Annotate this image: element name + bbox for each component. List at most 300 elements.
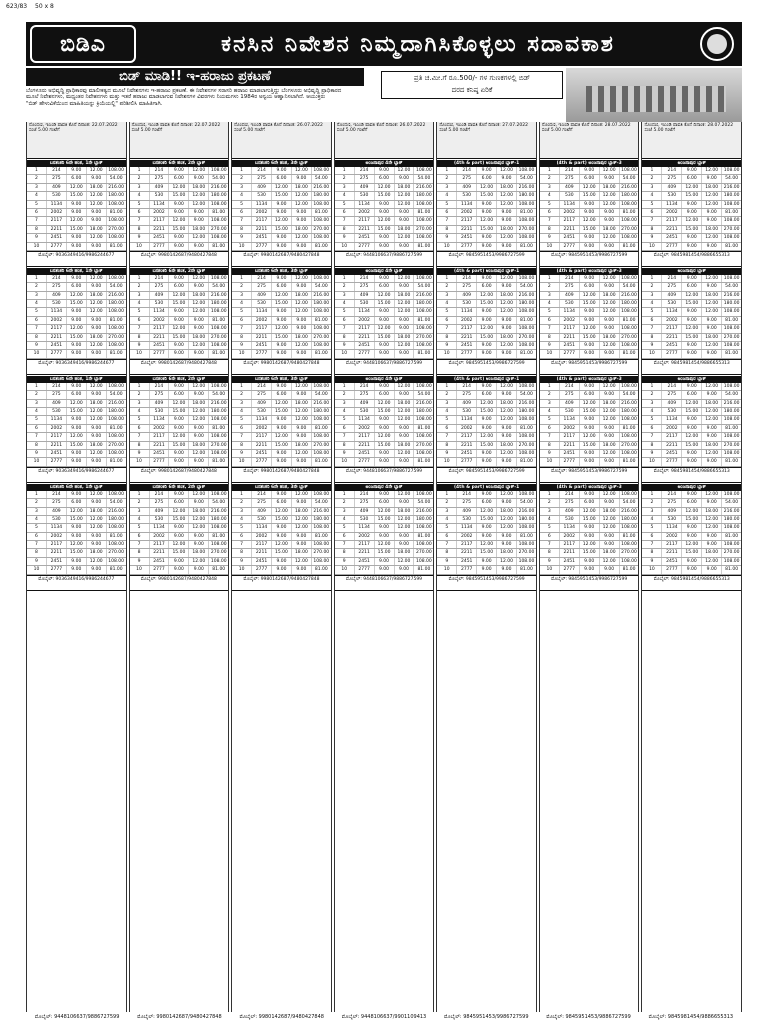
table-cell: 6	[27, 209, 47, 216]
table-cell: 12.00	[375, 325, 395, 332]
table-cell: 9.00	[682, 491, 702, 498]
table-cell: 10	[437, 458, 457, 465]
table-cell: 1134	[560, 201, 580, 208]
table-cell: 530	[457, 192, 477, 199]
table-cell: 2117	[457, 217, 477, 224]
table-cell: 10	[437, 566, 457, 573]
table-row	[27, 300, 126, 308]
table-cell: 12.00	[395, 192, 415, 199]
table-cell: 54.00	[417, 284, 431, 290]
contact-footer: ಮೊಬೈಲ್: 9845981454/9886655313	[642, 251, 741, 267]
table-cell: 8	[335, 442, 355, 449]
table-cell: 12.00	[292, 524, 312, 531]
table-cell: 9.00	[395, 175, 415, 182]
table-cell: 2777	[560, 350, 580, 357]
table-cell: 2	[540, 499, 560, 506]
table-row	[335, 566, 434, 574]
table-cell: 3	[335, 508, 355, 515]
table-cell: 2002	[355, 317, 375, 324]
table-cell: 9.00	[497, 433, 517, 440]
table-cell: 2777	[560, 243, 580, 250]
table-row	[232, 283, 331, 291]
table-cell: 12.00	[87, 383, 107, 390]
intro-line: ಬೆಂಗಳೂರು ಅಭಿವೃದ್ಧಿ ಪ್ರಾಧಿಕಾರವು ಮಾಲೀಕತ್ವದ ಮೂಲೆ ನಿವೇಶನಗಳು ಇ-ಹರಾಜು ಪ್ರಕಟಣೆ. ಈ ನಿವೇಶನಗಳ ಸರಾಸರಿ ಹರಾಜು ಮಾಡಲಾಗುತ್ತಿದ್ದು ಬೆಂಗಳೂರು ಅಭಿವೃದ್ಧಿ ಪ್ರಾಧಿಕಾರದ	[26, 88, 342, 94]
table-cell: 54.00	[520, 392, 533, 398]
table-cell: 9.00	[375, 383, 395, 390]
table-row	[232, 334, 331, 342]
table-cell: 180.00	[210, 193, 227, 199]
table-cell: 9.00	[67, 275, 87, 282]
table-cell: 15.00	[682, 549, 702, 556]
table-cell: 275	[662, 175, 682, 182]
table-row	[642, 566, 741, 574]
table-cell: 4	[130, 408, 150, 415]
table-row	[540, 350, 639, 358]
table-cell: 108.00	[723, 235, 740, 241]
table-cell: 9.00	[600, 283, 620, 290]
table-cell: 9.00	[292, 317, 312, 324]
table-row	[27, 175, 126, 183]
table-cell: 5	[437, 524, 457, 531]
table-cell: 12.00	[292, 408, 312, 415]
section-title: ಬನಶಂಕರಿ 6ನೇ ಹಂತ, 2ನೇ ಬ್ಲಾಕ್	[130, 484, 229, 491]
table-cell: 9.00	[169, 491, 189, 498]
table-row	[335, 458, 434, 466]
table-cell: 9.00	[189, 175, 209, 182]
table-cell: 530	[355, 300, 375, 307]
table-cell: 2211	[47, 334, 67, 341]
table-cell: 3	[642, 400, 662, 407]
table-cell: 108.00	[108, 434, 125, 440]
table-cell: 2	[540, 283, 560, 290]
table-cell: 9.00	[292, 425, 312, 432]
table-cell: 6	[642, 533, 662, 540]
table-row	[437, 433, 536, 441]
table-cell: 2117	[252, 541, 272, 548]
table-cell: 9.00	[395, 209, 415, 216]
table-cell: 180.00	[210, 516, 227, 522]
table-cell: 9.00	[169, 275, 189, 282]
table-cell: 2211	[662, 226, 682, 233]
table-cell: 81.00	[622, 209, 636, 215]
table-cell: 409	[150, 508, 170, 515]
table-cell: 409	[252, 400, 272, 407]
table-cell: 214	[47, 167, 67, 174]
table-cell: 108.00	[210, 168, 227, 173]
table-cell: 12.00	[497, 450, 517, 457]
table-cell: 2211	[47, 442, 67, 449]
table-cell: 2451	[47, 234, 67, 241]
table-cell: 12.00	[67, 292, 87, 299]
table-cell: 108.00	[210, 201, 227, 207]
table-cell: 108.00	[108, 417, 125, 423]
table-cell: 10	[232, 350, 252, 357]
table-cell: 12.00	[189, 450, 209, 457]
table-cell: 12.00	[87, 516, 107, 523]
table-cell: 9.00	[272, 275, 292, 282]
table-cell: 180.00	[313, 408, 330, 414]
table-row	[437, 342, 536, 350]
table-cell: 2117	[662, 217, 682, 224]
table-cell: 12.00	[497, 308, 517, 315]
table-cell: 9.00	[580, 383, 600, 390]
table-cell: 9.00	[682, 533, 702, 540]
table-cell: 12.00	[67, 184, 87, 191]
table-cell: 2451	[457, 234, 477, 241]
table-cell: 108.00	[416, 218, 432, 224]
table-row	[437, 217, 536, 225]
table-cell: 214	[252, 167, 272, 174]
table-cell: 15.00	[477, 226, 497, 233]
table-cell: 1	[130, 491, 150, 498]
table-cell: 15.00	[682, 226, 702, 233]
table-row	[437, 308, 536, 316]
table-cell: 9.00	[375, 416, 395, 423]
table-cell: 108.00	[621, 450, 637, 456]
table-cell: 275	[457, 175, 477, 182]
table-row	[642, 425, 741, 433]
table-cell: 1	[642, 167, 662, 174]
table-cell: 12.00	[375, 541, 395, 548]
table-cell: 81.00	[109, 425, 123, 431]
table-row	[27, 226, 126, 234]
table-cell: 54.00	[520, 284, 533, 290]
table-cell: 81.00	[314, 243, 328, 249]
table-cell: 9.00	[67, 533, 87, 540]
table-cell: 275	[150, 499, 170, 506]
print-info	[0, 0, 768, 14]
table-cell: 12.00	[477, 184, 497, 191]
table-cell: 81.00	[622, 243, 636, 249]
table-cell: 15.00	[682, 408, 702, 415]
table-cell: 2211	[457, 442, 477, 449]
table-cell: 2002	[560, 425, 580, 432]
table-row	[642, 325, 741, 333]
table-cell: 8	[130, 226, 150, 233]
section-title: ಬನಶಂಕರಿ 6ನೇ ಹಂತ, 1ನೇ ಬ್ಲಾಕ್	[27, 376, 126, 383]
table-cell: 9	[437, 342, 457, 349]
table-cell: 12.00	[497, 192, 517, 199]
table-row	[642, 167, 741, 175]
table-cell: 12.00	[395, 300, 415, 307]
table-cell: 9.00	[497, 283, 517, 290]
table-cell: 108.00	[108, 450, 125, 456]
table-cell: 9.00	[682, 350, 702, 357]
table-cell: 409	[252, 508, 272, 515]
table-cell: 2002	[252, 425, 272, 432]
table-cell: 9.00	[702, 317, 722, 324]
table-cell: 7	[232, 433, 252, 440]
contact-footer: ಮೊಬೈಲ್: 9980142687/9480427848	[232, 575, 331, 591]
table-cell: 12.00	[682, 508, 702, 515]
table-cell: 9.00	[580, 350, 600, 357]
table-cell: 12.00	[702, 234, 722, 241]
table-cell: 7	[27, 433, 47, 440]
table-cell: 216.00	[723, 292, 740, 298]
table-cell: 81.00	[417, 209, 431, 215]
section-title: (4th & part) ಅಂಜನಾಪುರ ಬ್ಲಾಕ್-3	[540, 484, 639, 491]
table-cell: 270.00	[621, 442, 637, 448]
table-row	[540, 433, 639, 441]
table-row	[642, 201, 741, 209]
table-cell: 4	[27, 192, 47, 199]
table-cell: 108.00	[313, 168, 330, 173]
table-row	[437, 400, 536, 408]
table-cell: 9.00	[169, 383, 189, 390]
table-cell: 12.00	[395, 416, 415, 423]
table-cell: 2002	[47, 209, 67, 216]
table-cell: 12.00	[497, 383, 517, 390]
table-cell: 9.00	[497, 350, 517, 357]
table-cell: 15.00	[682, 300, 702, 307]
table-cell: 9.00	[67, 243, 87, 250]
table-cell: 54.00	[520, 500, 533, 506]
table-cell: 10	[437, 243, 457, 250]
table-cell: 12.00	[702, 342, 722, 349]
table-cell: 10	[27, 566, 47, 573]
table-cell: 2117	[150, 325, 170, 332]
table-cell: 9.00	[395, 499, 415, 506]
table-cell: 2777	[150, 458, 170, 465]
table-cell: 18.00	[87, 508, 107, 515]
table-cell: 409	[252, 184, 272, 191]
table-cell: 9.00	[702, 499, 722, 506]
section-title: ಬನಶಂಕರಿ 6ನೇ ಹಂತ, 2ನೇ ಬ್ಲಾಕ್	[130, 268, 229, 275]
table-cell: 18.00	[87, 549, 107, 556]
table-cell: 180.00	[210, 301, 227, 307]
table-cell: 180.00	[108, 408, 125, 414]
table-cell: 2117	[47, 433, 67, 440]
contact-footer: ಮೊಬೈಲ್: 9845951453/9986727599	[540, 251, 639, 267]
table-cell: 7	[232, 541, 252, 548]
table-row	[540, 524, 639, 532]
table-row	[642, 416, 741, 424]
table-cell: 12.00	[600, 275, 620, 282]
table-cell: 12.00	[375, 217, 395, 224]
table-cell: 81.00	[520, 209, 533, 215]
table-cell: 2117	[662, 541, 682, 548]
section-title: (4th & part) ಅಂಜನಾಪುರ ಬ್ಲಾಕ್-3	[540, 160, 639, 167]
table-cell: 9.00	[600, 175, 620, 182]
table-row	[130, 217, 229, 225]
table-cell: 275	[457, 283, 477, 290]
table-cell: 108.00	[313, 383, 330, 389]
table-cell: 2117	[355, 325, 375, 332]
table-cell: 2117	[150, 541, 170, 548]
table-cell: 108.00	[313, 275, 330, 281]
table-row	[232, 391, 331, 399]
table-cell: 7	[232, 325, 252, 332]
table-cell: 1	[130, 167, 150, 174]
table-cell: 12.00	[600, 192, 620, 199]
table-cell: 9.00	[272, 167, 292, 174]
table-cell: 54.00	[212, 284, 226, 290]
table-cell: 12.00	[169, 325, 189, 332]
table-row	[27, 201, 126, 209]
table-cell: 3	[437, 292, 457, 299]
table-cell: 9.00	[87, 433, 107, 440]
table-cell: 9.00	[580, 566, 600, 573]
table-cell: 15.00	[580, 300, 600, 307]
table-cell: 4	[642, 516, 662, 523]
table-cell: 108.00	[108, 558, 125, 564]
table-cell: 1	[540, 491, 560, 498]
table-row	[642, 549, 741, 557]
table-cell: 2002	[457, 533, 477, 540]
table-cell: 9.00	[375, 524, 395, 531]
table-cell: 214	[252, 491, 272, 498]
table-cell: 2002	[355, 533, 375, 540]
table-row	[437, 201, 536, 209]
table-row	[232, 458, 331, 466]
table-cell: 2002	[150, 317, 170, 324]
column-header: ನೊಂದಣಿ, ಇಎಂಡಿ ಪಾವತಿ ಕೊನೆ ದಿನಾಂಕ: 22.07.2022 ಸಂಜೆ 5.00 ಗಂಟೆಗೆ	[130, 122, 229, 159]
table-cell: 270.00	[416, 334, 432, 340]
table-cell: 9.00	[67, 350, 87, 357]
table-row	[232, 275, 331, 283]
table-cell: 7	[130, 433, 150, 440]
table-cell: 9.00	[477, 450, 497, 457]
table-row	[130, 499, 229, 507]
table-cell: 1134	[457, 308, 477, 315]
table-row	[130, 533, 229, 541]
contact-footer: ಮೊಬೈಲ್: 9845981454/9886655313	[642, 575, 741, 591]
table-row	[540, 442, 639, 450]
table-row	[130, 458, 229, 466]
table-cell: 54.00	[212, 176, 226, 182]
table-cell: 275	[252, 175, 272, 182]
table-cell: 6	[335, 425, 355, 432]
table-cell: 270.00	[621, 334, 637, 340]
table-cell: 12.00	[600, 558, 620, 565]
table-cell: 81.00	[109, 243, 123, 249]
table-cell: 108.00	[723, 434, 740, 440]
table-cell: 2451	[252, 450, 272, 457]
table-cell: 12.00	[292, 275, 312, 282]
table-cell: 108.00	[313, 309, 330, 315]
intro-line: ಮೂಲೆ ನಿವೇಶನಗಳು, ಮಧ್ಯಂತರ ನಿವೇಶನಗಳು ಮತ್ತು ಇತರೆ ಹರಾಜು ಮಾಡಲಾಗುವ ನಿವೇಶನಗಳ ವಿವರಗಳು ನಿಯಮಗಳು 1984ರ ಅನ್ವಯ ಆಹ್ವಾನಿಸಲಾಗಿದೆ. ಆಯುಕ್ತರು	[26, 94, 326, 101]
table-cell: 12.00	[702, 408, 722, 415]
table-cell: 2777	[355, 243, 375, 250]
table-cell: 1134	[560, 524, 580, 531]
table-cell: 9.00	[497, 217, 517, 224]
table-cell: 108.00	[416, 558, 432, 564]
table-cell: 1	[335, 275, 355, 282]
table-row	[540, 184, 639, 192]
table-cell: 12.00	[702, 201, 722, 208]
table-row	[437, 243, 536, 251]
table-cell: 15.00	[169, 408, 189, 415]
table-cell: 9.00	[272, 524, 292, 531]
table-cell: 108.00	[621, 235, 637, 241]
table-cell: 9.00	[292, 325, 312, 332]
table-cell: 270.00	[518, 226, 535, 232]
table-cell: 7	[540, 325, 560, 332]
table-cell: 530	[150, 300, 170, 307]
table-cell: 9.00	[169, 167, 189, 174]
table-cell: 216.00	[313, 508, 330, 514]
table-cell: 108.00	[518, 309, 535, 315]
table-cell: 12.00	[87, 275, 107, 282]
table-cell: 2	[540, 391, 560, 398]
table-cell: 9.00	[702, 243, 722, 250]
table-cell: 9.00	[87, 317, 107, 324]
table-cell: 10	[232, 243, 252, 250]
table-cell: 2117	[457, 433, 477, 440]
table-cell: 2002	[662, 317, 682, 324]
table-cell: 2	[642, 499, 662, 506]
table-cell: 9.00	[497, 458, 517, 465]
table-row	[130, 508, 229, 516]
table-cell: 9.00	[169, 308, 189, 315]
table-cell: 12.00	[702, 192, 722, 199]
table-cell: 18.00	[87, 292, 107, 299]
table-cell: 9.00	[189, 317, 209, 324]
section-title: ಬನಶಂಕರಿ 6ನೇ ಹಂತ, 3ನೇ ಬ್ಲಾಕ್	[232, 376, 331, 383]
table-cell: 12.00	[375, 400, 395, 407]
table-cell: 81.00	[212, 459, 226, 465]
table-cell: 180.00	[416, 516, 432, 522]
table-cell: 9	[335, 450, 355, 457]
table-cell: 12.00	[600, 491, 620, 498]
table-cell: 9.00	[87, 325, 107, 332]
table-cell: 216.00	[416, 400, 432, 406]
table-cell: 275	[252, 283, 272, 290]
table-row	[130, 541, 229, 549]
table-cell: 5	[437, 201, 457, 208]
table-cell: 9.00	[682, 450, 702, 457]
table-row	[437, 458, 536, 466]
table-cell: 18.00	[497, 334, 517, 341]
table-cell: 108.00	[210, 275, 227, 281]
table-cell: 530	[355, 192, 375, 199]
table-cell: 15.00	[375, 408, 395, 415]
table-cell: 530	[47, 516, 67, 523]
table-cell: 9.00	[395, 325, 415, 332]
table-cell: 216.00	[416, 508, 432, 514]
table-cell: 4	[232, 516, 252, 523]
table-cell: 214	[355, 491, 375, 498]
table-cell: 2211	[150, 334, 170, 341]
table-cell: 12.00	[395, 491, 415, 498]
section-title: ಬನಶಂಕರಿ 6ನೇ ಹಂತ, 3ನೇ ಬ್ಲಾಕ್	[232, 160, 331, 167]
table-cell: 214	[252, 383, 272, 390]
table-cell: 9.00	[580, 317, 600, 324]
table-cell: 108.00	[518, 383, 535, 389]
table-cell: 3	[232, 508, 252, 515]
table-cell: 9.00	[477, 533, 497, 540]
table-cell: 6	[437, 209, 457, 216]
table-cell: 15.00	[67, 334, 87, 341]
table-row	[540, 383, 639, 391]
table-cell: 54.00	[109, 284, 123, 290]
table-cell: 108.00	[518, 434, 535, 440]
table-cell: 3	[335, 184, 355, 191]
table-cell: 9.00	[87, 217, 107, 224]
table-row	[335, 325, 434, 333]
table-cell: 214	[150, 275, 170, 282]
table-row	[232, 209, 331, 217]
table-cell: 1	[232, 491, 252, 498]
table-cell: 9.00	[169, 342, 189, 349]
table-cell: 5	[27, 416, 47, 423]
table-cell: 8	[437, 442, 457, 449]
table-row	[540, 209, 639, 217]
table-cell: 1	[130, 275, 150, 282]
table-cell: 2117	[662, 325, 682, 332]
table-cell: 9.00	[702, 283, 722, 290]
table-row	[642, 524, 741, 532]
